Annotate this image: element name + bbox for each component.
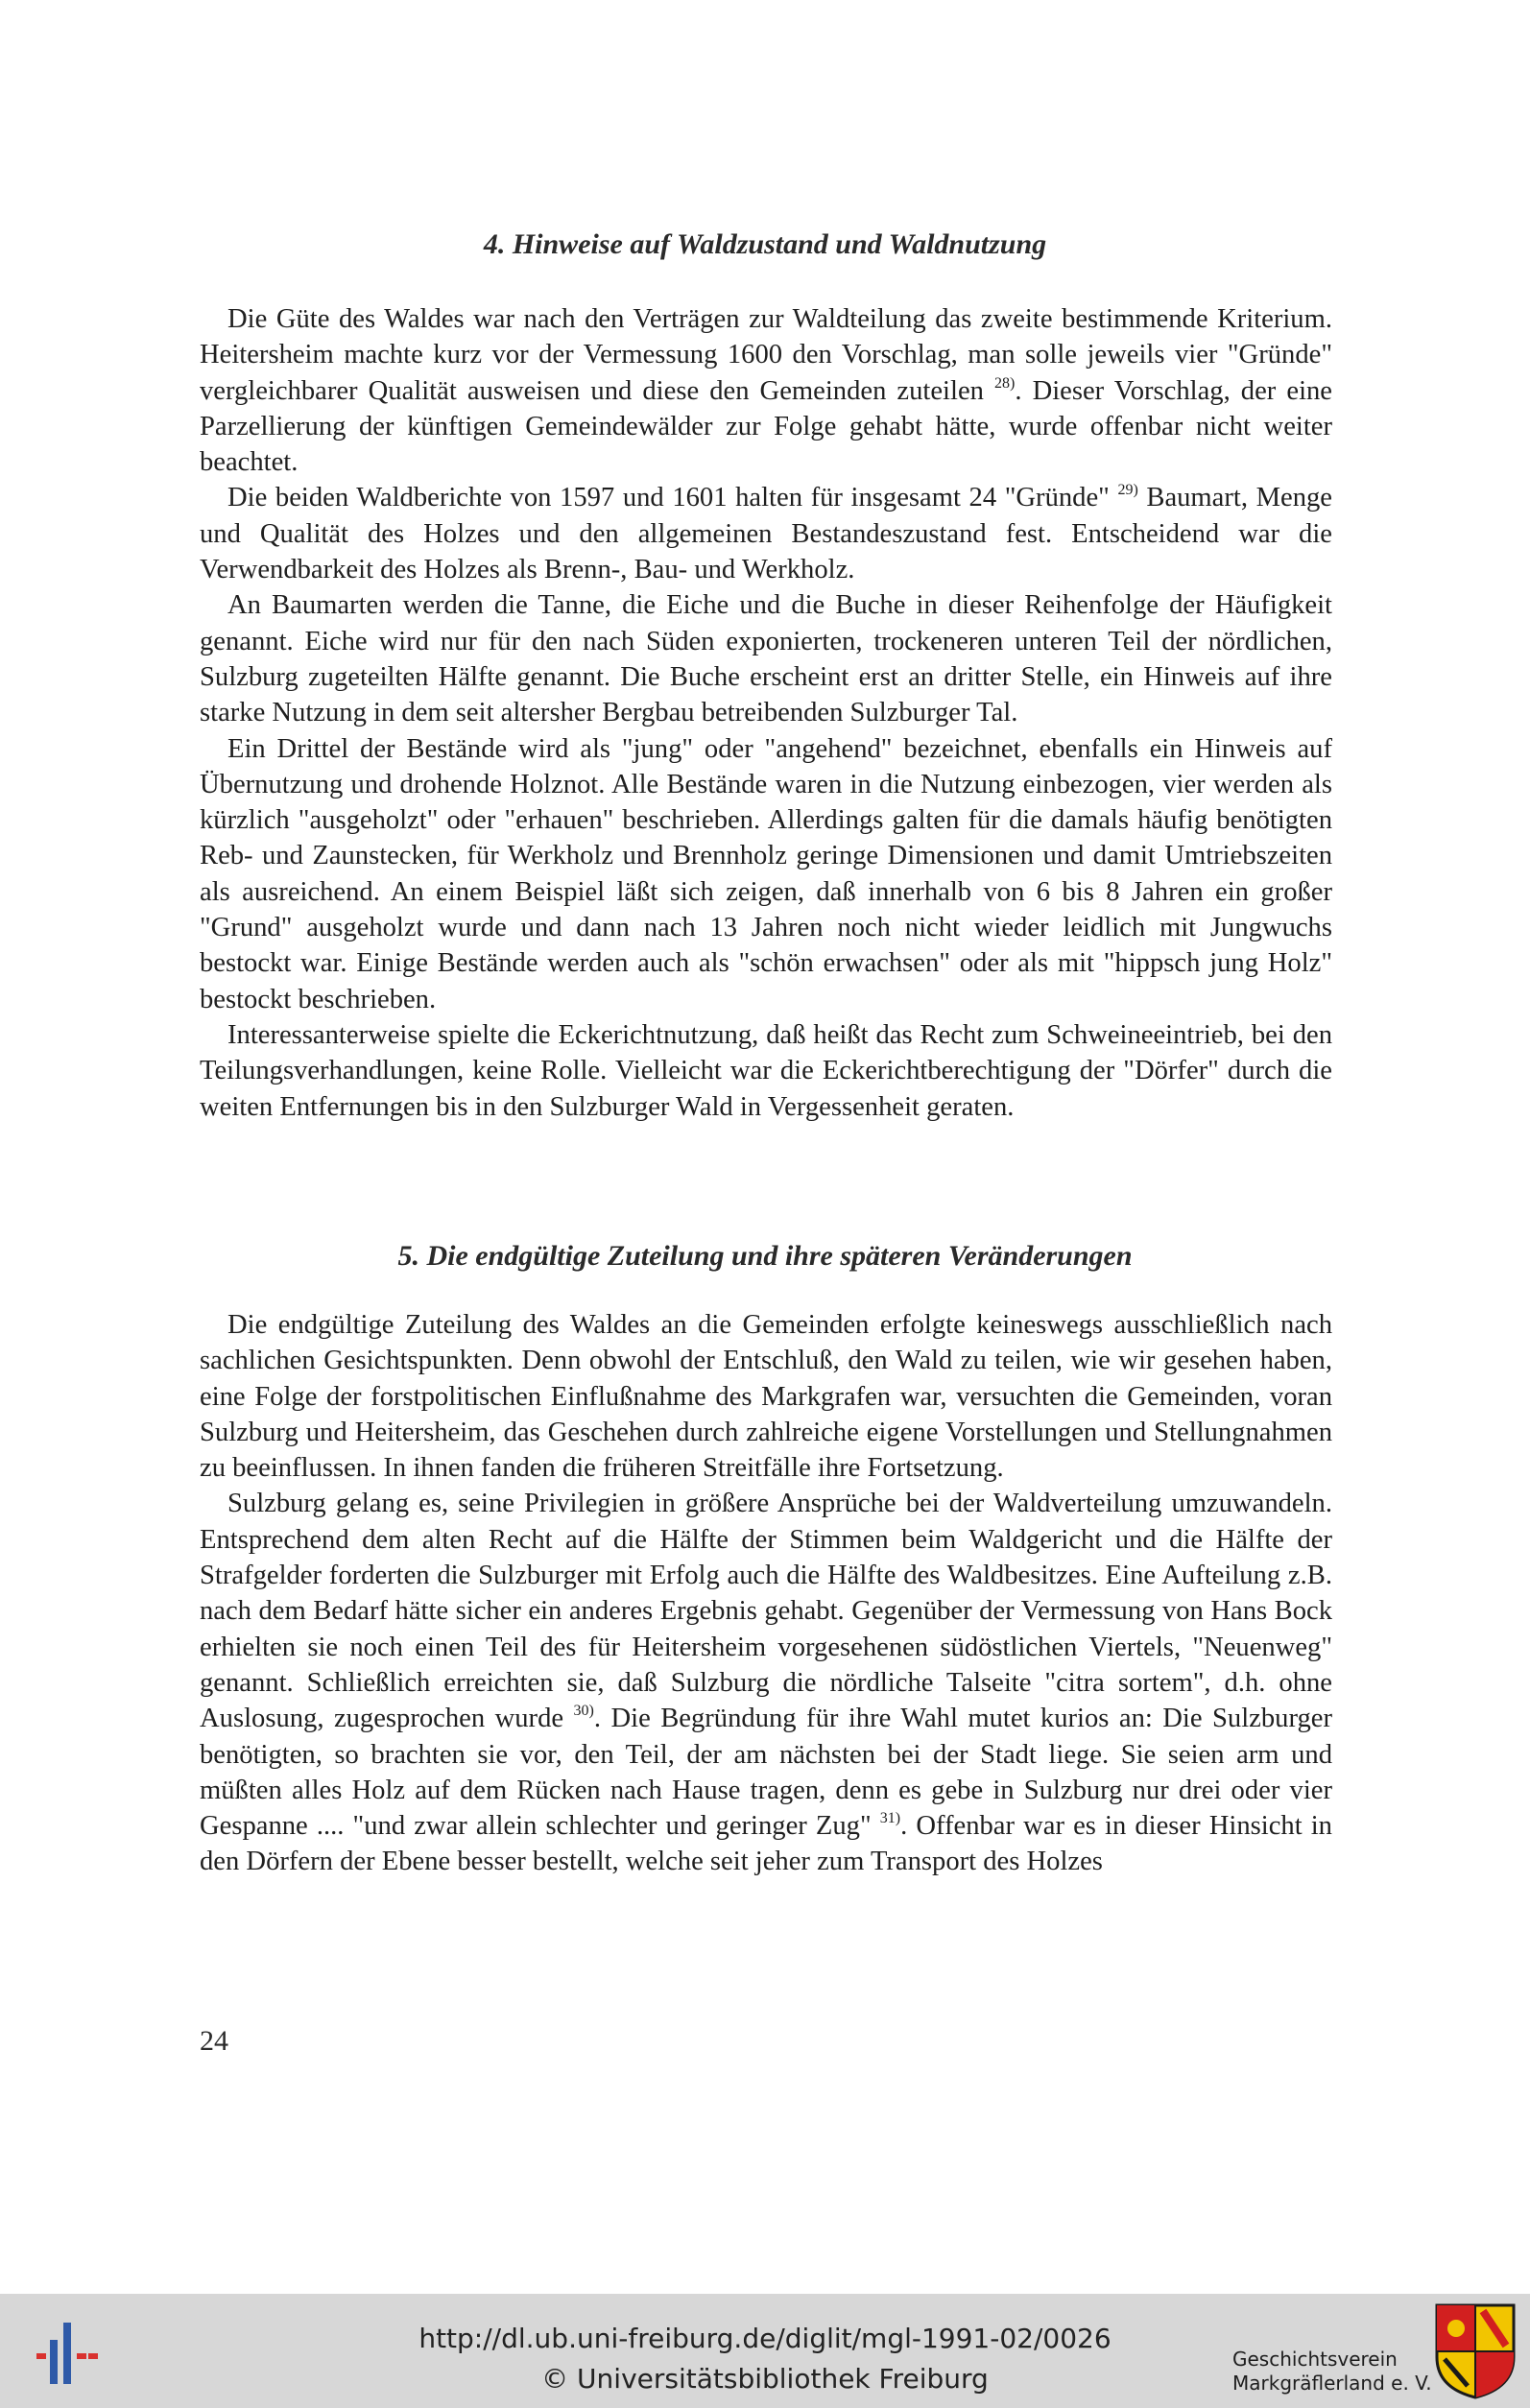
paragraph: Die endgültige Zuteilung des Waldes an die Gemeinden erfolgte keineswegs ausschließlich nach sachlichen Gesichtspunkten. Denn obwohl der Entschluß, den Wald zu teilen, wie wir gesehen haben, eine Folge der forstpolitischen Einflußnahme des Markgrafen war, versuchten die Gemeinden, voran Sulzburg und Heitersheim, das Geschehen durch zahlreiche eigene Vorstellungen und Stellungnahmen zu beeinflussen. In ihnen fanden die früheren Streitfälle ihre Fortsetzung. (200, 1310, 1332, 1484)
section-5-body (200, 1307, 1332, 1880)
paragraph: Die beiden Waldberichte von 1597 und 1601 halten für insgesamt 24 "Gründe" $^{29)}$ Baumart, Menge und Qualität des Holzes und den allgemeinen Bestandeszustand fest. Entscheidend war die Verwendbarkeit des Holzes als Brenn-, Bau- und Werkholz. (200, 482, 1332, 585)
society-name: Geschichtsverein Markgräflerland e. V. (1232, 2348, 1432, 2395)
footnote-ref[interactable]: 31) (879, 1810, 901, 1827)
section-heading-5: 5. Die endgültige Zuteilung und ihre späteren Veränderungen (397, 1240, 1133, 1272)
section-heading-4: 4. Hinweise auf Waldzustand und Waldnutzung (483, 228, 1047, 260)
page-number: 24 (200, 2025, 228, 2057)
viewer-footer (0, 2294, 1530, 2408)
document-url-link[interactable]: http://dl.ub.uni-freiburg.de/diglit/mgl-1991-02/0026 (418, 2323, 1112, 2354)
copyright-text: © Universitätsbibliothek Freiburg (541, 2363, 989, 2395)
footnote-ref[interactable]: 28) (994, 374, 1016, 392)
footnote-ref[interactable]: 30) (573, 1703, 594, 1720)
paragraph: Ein Drittel der Bestände wird als "jung" oder "angehend" bezeichnet, ebenfalls ein Hinweis auf Übernutzung und drohende Holznot. Alle Bestände waren in die Nutzung einbezogen, vier werden als kürzlich "ausgeholzt" oder "erhauen" beschrieben. Allerdings galten für die damals häufig benötigten Reb- und Zaunstecken, für Werkholz und Brennholz geringe Dimensionen und damit Umtriebszeiten als ausreichend. An einem Beispiel läßt sich zeigen, daß innerhalb von 6 bis 8 Jahren ein großer "Grund" ausgeholzt wurde und dann nach 13 Jahren noch nicht wieder leidlich mit Jungwuchs bestockt war. Einige Bestände werden auch als "schön erwachsen" oder als mit "hippsch jung Holz" bestockt beschrieben. (200, 733, 1332, 1014)
section-4-body (200, 301, 1332, 1125)
footnote-ref[interactable]: 29) (1117, 482, 1138, 499)
paragraph: An Baumarten werden die Tanne, die Eiche und die Buche in dieser Reihenfolge der Häufigkeit genannt. Eiche wird nur für den nach Süden exponierten, trockeneren unteren Teil der nördlichen, Sulzburg zugeteilten Hälfte genannt. Die Buche erscheint erst an dritter Stelle, ein Hinweis auf ihre starke Nutzung in dem seit altersher Bergbau betreibenden Sulzburger Tal. (200, 590, 1332, 728)
coat-of-arms-icon (1435, 2303, 1516, 2399)
paragraph: Die Güte des Waldes war nach den Verträgen zur Waldteilung das zweite bestimmende Kriterium. Heitersheim machte kurz vor der Vermessung 1600 den Vorschlag, man solle jeweils vier "Gründe" vergleichbarer Qualität ausweisen und diese den Gemeinden zuteilen $^{28)}$. Dieser Vorschlag, der eine Parzellierung der künftigen Gemeindewälder zur Folge gehabt hätte, wurde offenbar nicht weiter beachtet. (200, 304, 1332, 478)
paragraph: Sulzburg gelang es, seine Privilegien in größere Ansprüche bei der Waldverteilung umzuwandeln. Entsprechend dem alten Recht auf die Hälfte der Stimmen beim Waldgericht und die Hälfte der Strafgelder forderten die Sulzburger mit Erfolg auch die Hälfte des Waldbesitzes. Eine Aufteilung z.B. nach dem Bedarf hätte sicher ein anderes Ergebnis gehabt. Gegenüber der Vermessung von Hans Bock erhielten sie noch einen Teil des für Heitersheim vorgesehenen südöstlichen Viertels, "Neuenweg" genannt. Schließlich erreichten sie, daß Sulzburg die nördliche Talseite "citra sortem", d.h. ohne Auslosung, zugesprochen wurde $^{30)}$. Die Begründung für ihre Wahl mutet kurios an: Die Sulzburger benötigten, so brachten sie vor, den Teil, der am nächsten bei der Stadt liege. Sie seien arm und müßten alles Holz auf dem Rücken nach Hause tragen, denn es gebe in Sulzburg nur drei oder vier Gespanne .... "und zwar allein schlechter und geringer Zug" $^{31)}$. Offenbar war es in dieser Hinsicht in den Dörfern der Ebene besser bestellt, welche seit jeher zum Transport des Holzes (200, 1489, 1332, 1877)
paragraph: Interessanterweise spielte die Eckerichtnutzung, daß heißt das Recht zum Schweineeintrieb, bei den Teilungsverhandlungen, keine Rolle. Vielleicht war die Eckerichtberechtigung der "Dörfer" durch die weiten Entfernungen bis in den Sulzburger Wald in Vergessenheit geraten. (200, 1019, 1332, 1122)
